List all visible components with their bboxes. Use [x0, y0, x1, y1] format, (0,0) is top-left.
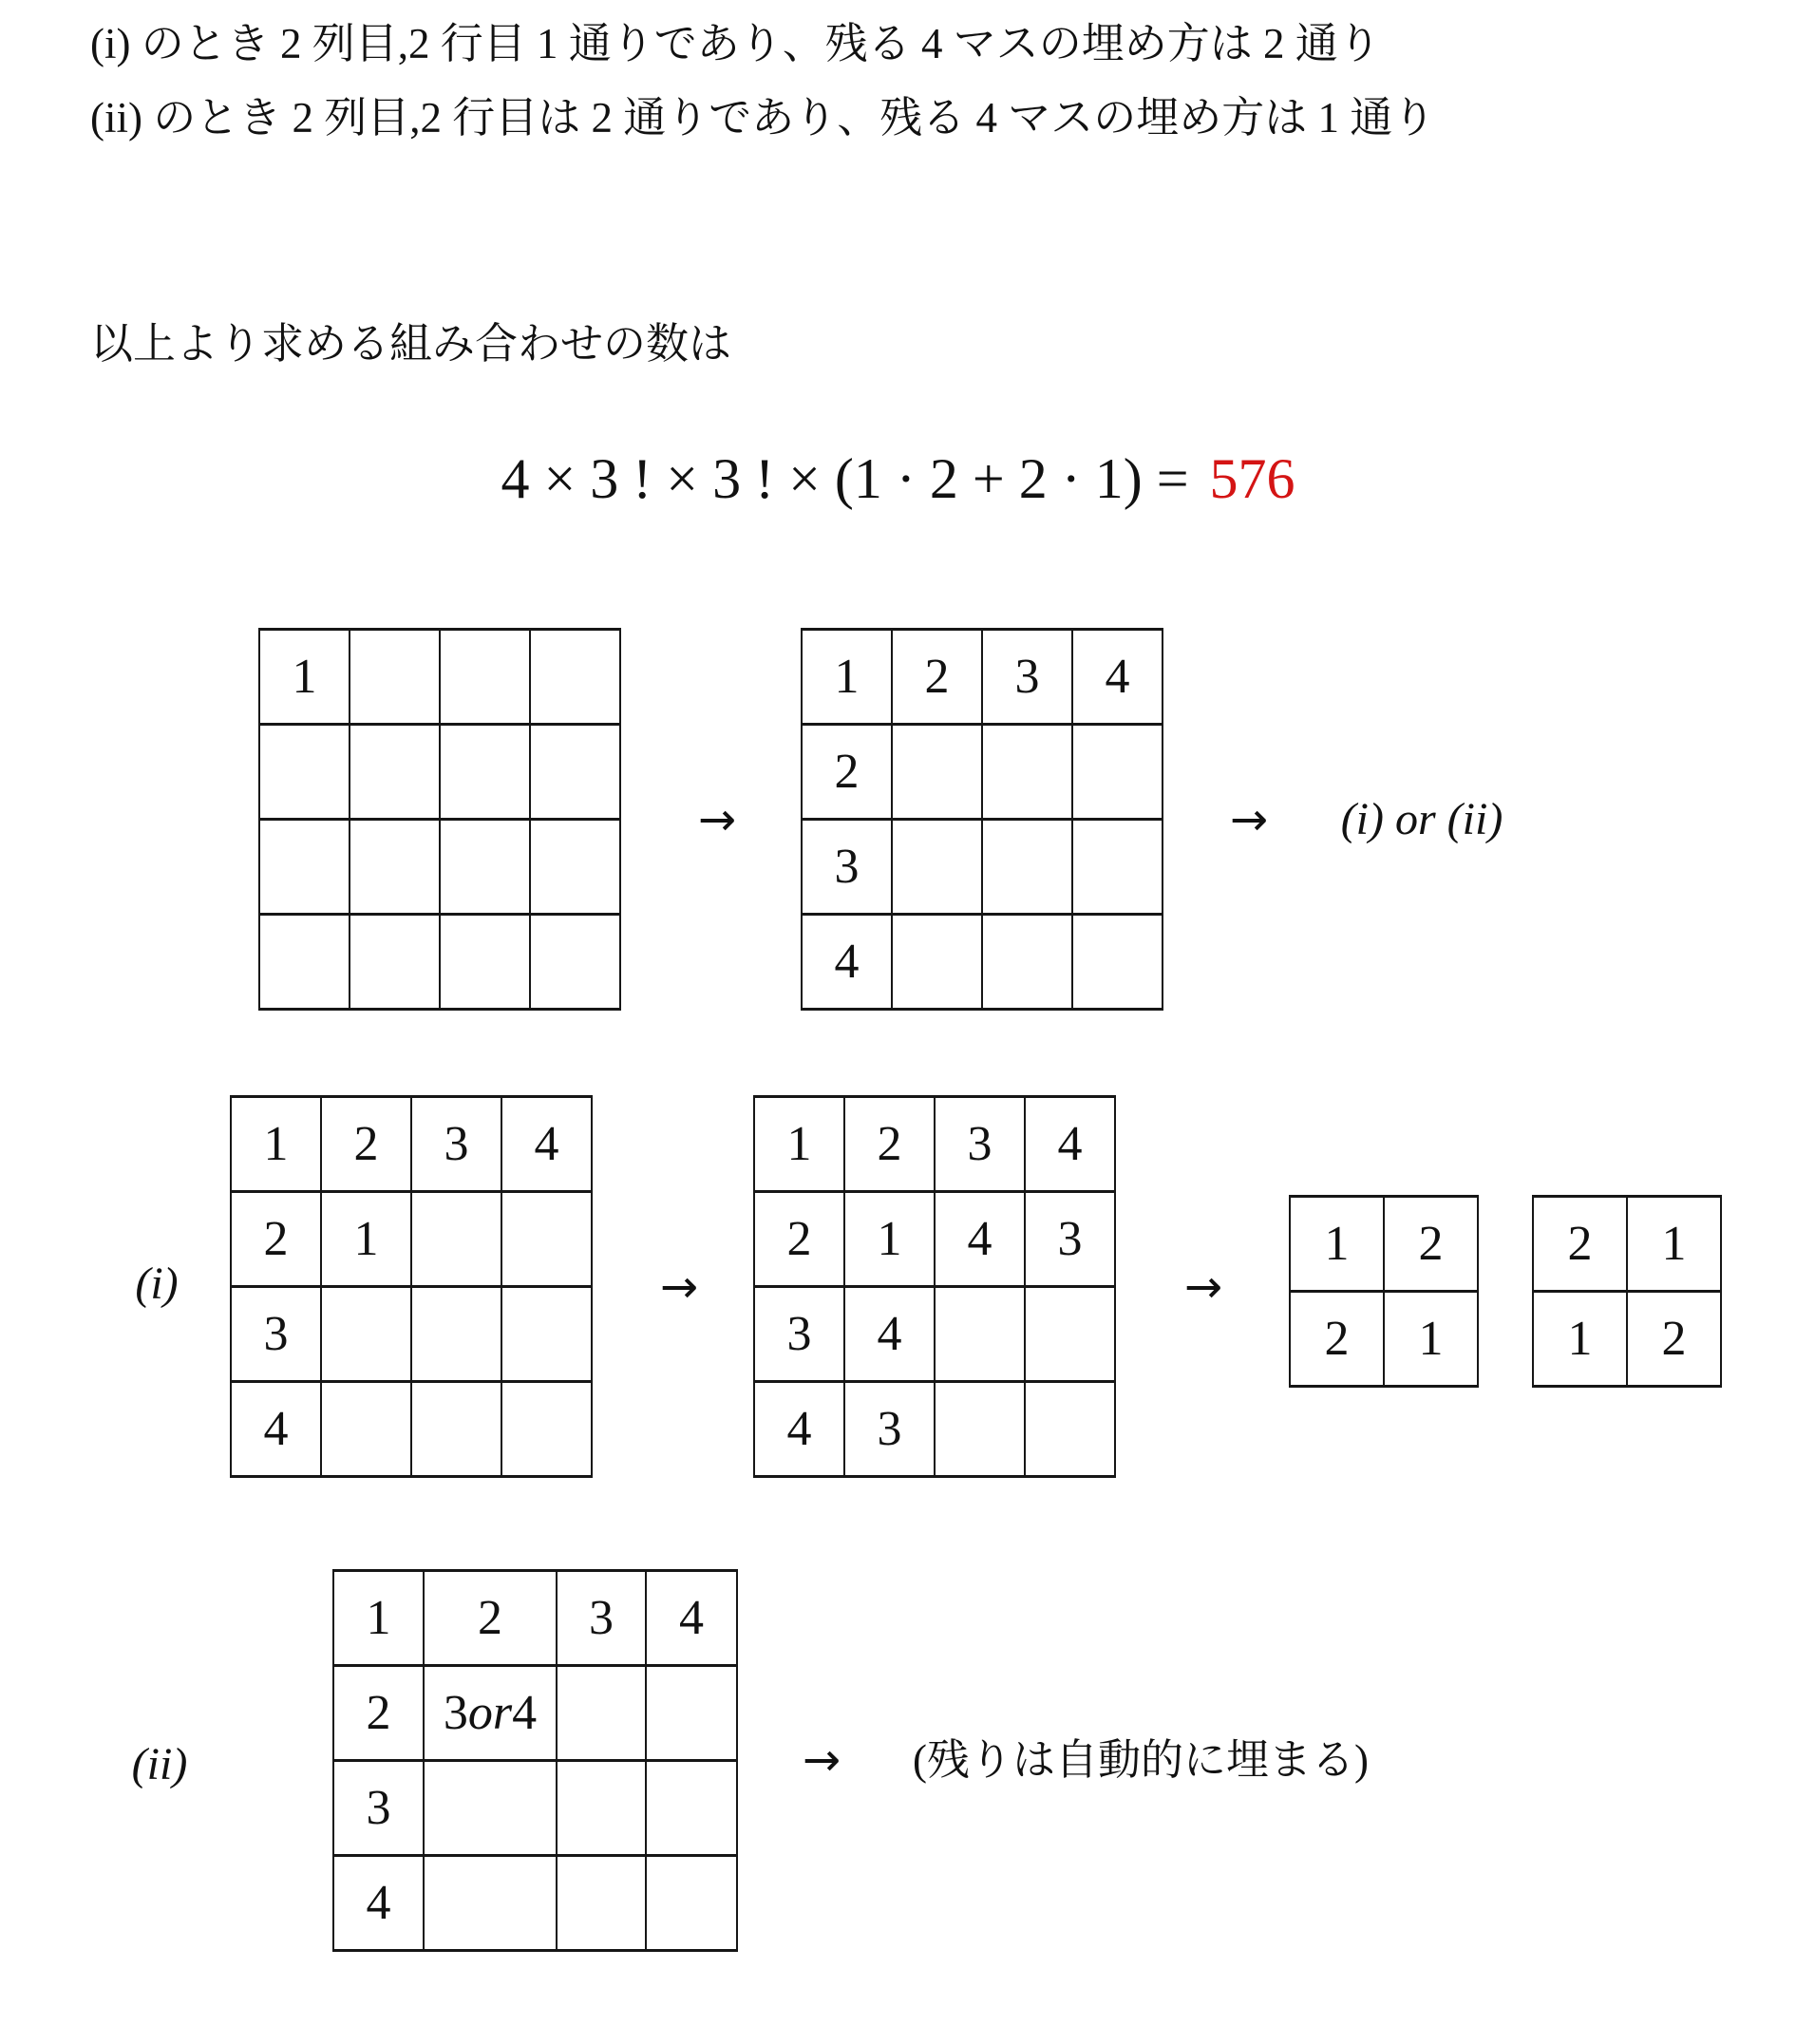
grid-cell: 1 — [1385, 1293, 1479, 1388]
grid-cell — [412, 1288, 502, 1383]
grid-cell: 4 — [647, 1572, 738, 1667]
arrow-right-icon: → — [1183, 1260, 1223, 1314]
grid-cell: 3 — [334, 1762, 425, 1857]
grid-cell: 4 — [334, 1857, 425, 1952]
grid-cell: 1 — [334, 1572, 425, 1667]
grid-cell — [350, 916, 441, 1011]
grid-cell: 2 — [1291, 1293, 1385, 1388]
grid-cell — [441, 821, 531, 916]
grid-cell — [350, 821, 441, 916]
grid-cell — [502, 1193, 593, 1288]
grid-cell: 2 — [893, 631, 983, 726]
grid-cell: 1 — [260, 631, 350, 726]
grid-cell: 4 — [1026, 1098, 1116, 1193]
grid-cell: 3 — [845, 1383, 936, 1478]
grid-initial — [258, 628, 621, 1011]
grid-cell: 4 — [1073, 631, 1163, 726]
grid-cell — [1073, 916, 1163, 1011]
grid-cell — [425, 1857, 558, 1952]
grid-cell: 2 — [755, 1193, 845, 1288]
grid-case-ii — [332, 1569, 738, 1952]
grid-case-i-partial — [230, 1095, 593, 1478]
grid-cell — [260, 916, 350, 1011]
grid-cell — [502, 1383, 593, 1478]
grid-cell — [260, 726, 350, 821]
grid-cell: 4 — [803, 916, 893, 1011]
grid-cell — [531, 726, 621, 821]
grid-cell: 1 — [755, 1098, 845, 1193]
grid-cell — [531, 916, 621, 1011]
grid-cell — [502, 1288, 593, 1383]
grid-cell — [1026, 1383, 1116, 1478]
grid-cell: 1 — [803, 631, 893, 726]
grid-cell — [1073, 821, 1163, 916]
grid-cell: 2 — [803, 726, 893, 821]
grid-cell — [350, 631, 441, 726]
grid-cell — [893, 916, 983, 1011]
formula-expression: 4 × 3 ! × 3 ! × (1 · 2 + 2 · 1) = — [501, 447, 1189, 510]
grid-case-i-filled — [753, 1095, 1116, 1478]
grid-cell — [647, 1857, 738, 1952]
grid-cell — [936, 1288, 1026, 1383]
grid-cell: 3 — [558, 1572, 647, 1667]
count-formula — [0, 447, 1796, 510]
arrow-right-icon: → — [802, 1733, 841, 1787]
grid-cell — [350, 726, 441, 821]
grid-cell: 2 — [845, 1098, 936, 1193]
grid-cell: 2 — [322, 1098, 412, 1193]
arrow-right-icon: → — [659, 1260, 699, 1314]
grid-cell — [983, 726, 1073, 821]
case-ii-statement: (ii) のとき 2 列目,2 行目は 2 通りであり、残る 4 マスの埋め方は 1 通り — [90, 94, 1436, 142]
grid-cell: 3 or 4 — [425, 1667, 558, 1762]
grid-cell — [647, 1762, 738, 1857]
grid-cell — [412, 1383, 502, 1478]
grid-cell: 2 — [425, 1572, 558, 1667]
grid-cell — [1073, 726, 1163, 821]
grid-cell: 4 — [755, 1383, 845, 1478]
grid-cell — [441, 631, 531, 726]
grid-cell: 1 — [322, 1193, 412, 1288]
outcome-label: (i) or (ii) — [1340, 794, 1503, 844]
grid-cell: 2 — [232, 1193, 322, 1288]
grid-cell: 4 — [502, 1098, 593, 1193]
grid-cell: 3 — [755, 1288, 845, 1383]
mini-grid-left — [1289, 1195, 1479, 1388]
grid-cell — [983, 821, 1073, 916]
grid-cell: 1 — [1534, 1293, 1628, 1388]
grid-cell — [983, 916, 1073, 1011]
case-i-statement: (i) のとき 2 列目,2 行目 1 通りであり、残る 4 マスの埋め方は 2 通り — [90, 20, 1381, 67]
case-ii-label: (ii) — [131, 1739, 188, 1789]
grid-cell: 2 — [334, 1667, 425, 1762]
grid-cell: 1 — [232, 1098, 322, 1193]
grid-cell — [441, 726, 531, 821]
grid-cell — [558, 1857, 647, 1952]
grid-first-row-col — [801, 628, 1163, 1011]
grid-cell: 4 — [845, 1288, 936, 1383]
grid-cell — [322, 1383, 412, 1478]
grid-cell — [1026, 1288, 1116, 1383]
grid-cell — [936, 1383, 1026, 1478]
grid-cell: 1 — [1628, 1198, 1722, 1293]
arrow-right-icon: → — [697, 793, 737, 846]
grid-cell: 3 — [983, 631, 1073, 726]
grid-cell: 4 — [232, 1383, 322, 1478]
grid-cell: 2 — [1628, 1293, 1722, 1388]
grid-cell — [441, 916, 531, 1011]
arrow-right-icon: → — [1229, 793, 1269, 846]
grid-cell: 1 — [1291, 1198, 1385, 1293]
grid-cell — [412, 1193, 502, 1288]
grid-cell: 3 — [936, 1098, 1026, 1193]
grid-cell: 2 — [1385, 1198, 1479, 1293]
grid-cell — [531, 821, 621, 916]
grid-cell — [647, 1667, 738, 1762]
grid-cell: 3 — [232, 1288, 322, 1383]
grid-cell — [531, 631, 621, 726]
grid-cell — [893, 821, 983, 916]
grid-cell: 4 — [936, 1193, 1026, 1288]
note-remaining: (残りは自動的に埋まる) — [913, 1736, 1369, 1784]
grid-cell — [893, 726, 983, 821]
grid-cell — [260, 821, 350, 916]
grid-cell: 3 — [803, 821, 893, 916]
conclusion-statement: 以上より求める組み合わせの数は — [90, 320, 732, 368]
grid-cell — [425, 1762, 558, 1857]
mini-grid-right — [1532, 1195, 1722, 1388]
formula-result: 576 — [1209, 447, 1295, 510]
grid-cell — [558, 1762, 647, 1857]
grid-cell — [322, 1288, 412, 1383]
grid-cell: 3 — [412, 1098, 502, 1193]
grid-cell: 1 — [845, 1193, 936, 1288]
case-i-label: (i) — [135, 1259, 179, 1309]
grid-cell: 3 — [1026, 1193, 1116, 1288]
grid-cell: 2 — [1534, 1198, 1628, 1293]
grid-cell — [558, 1667, 647, 1762]
